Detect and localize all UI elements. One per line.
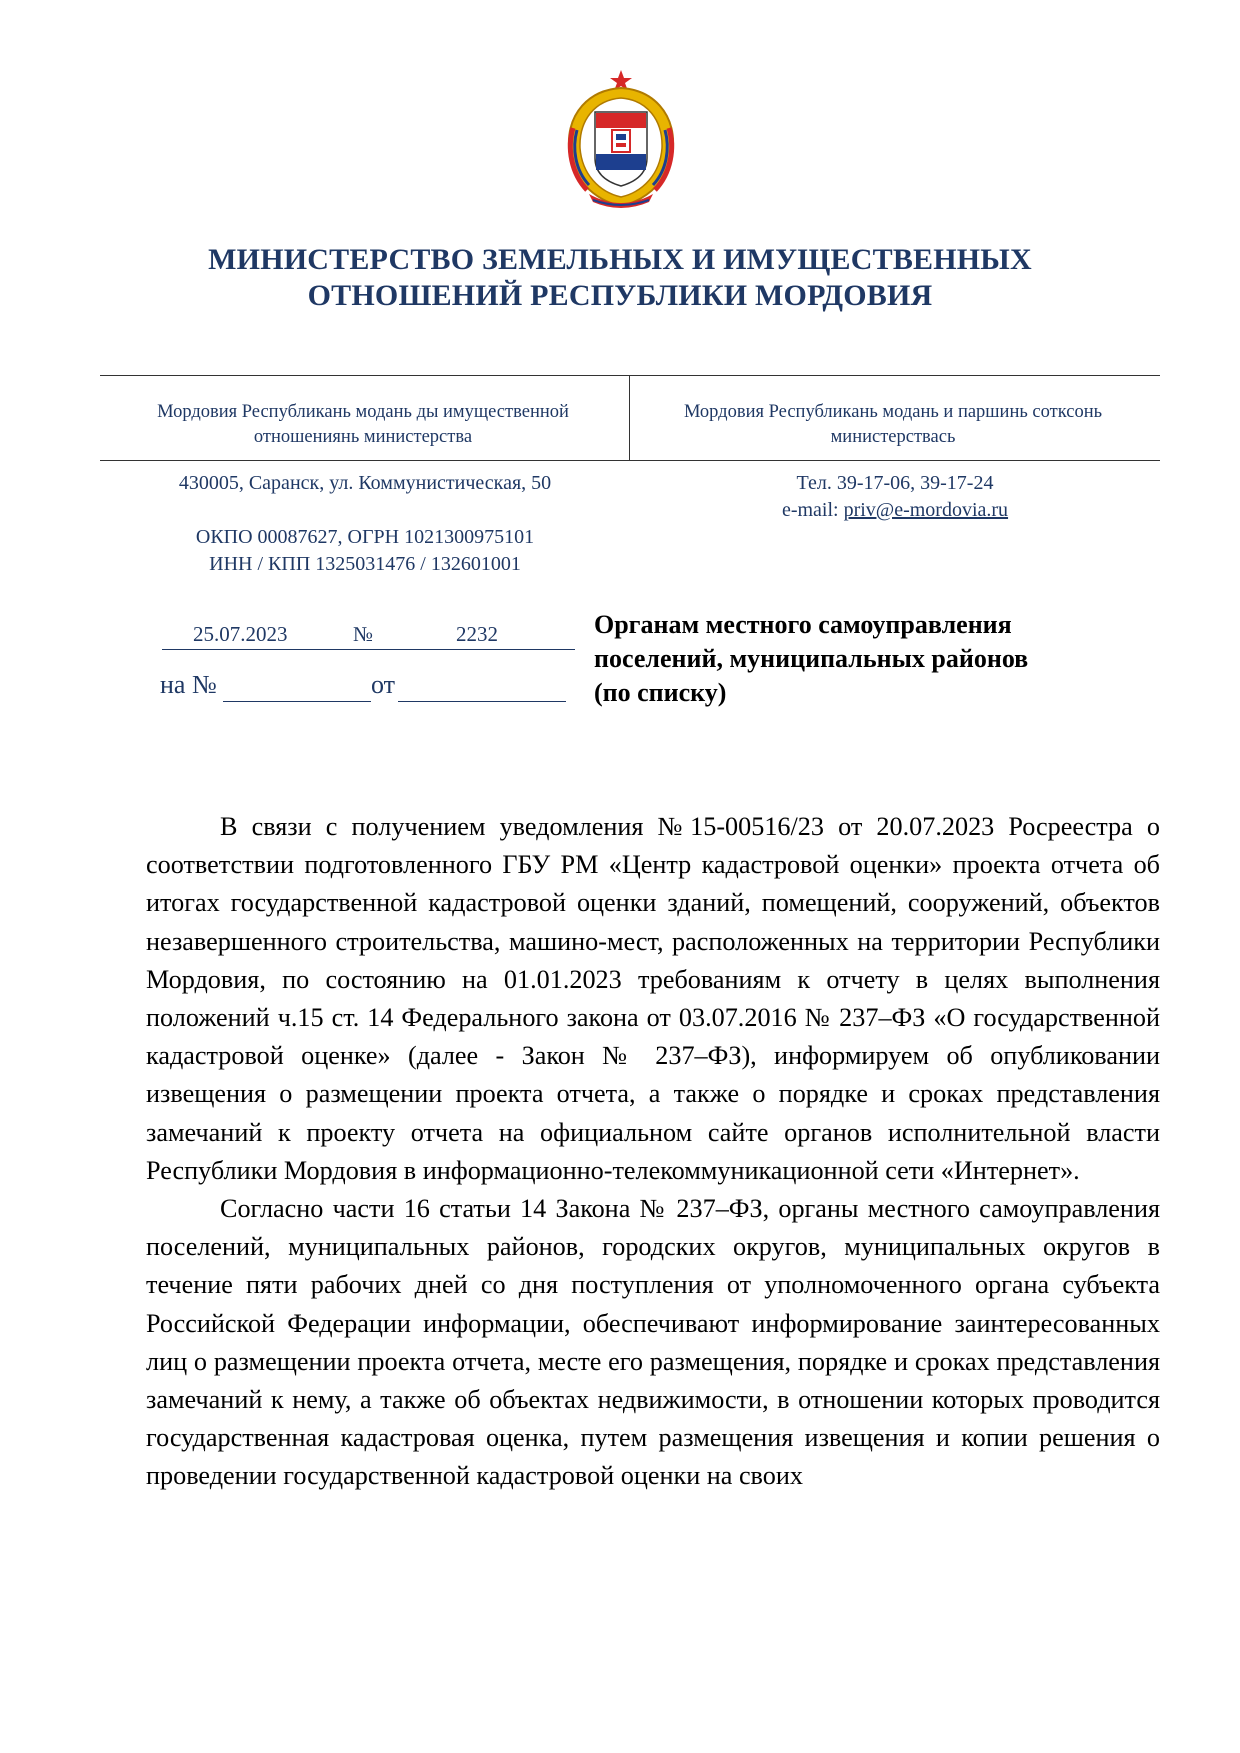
moksha-name-line-1: Мордовия Республикань модань ды имущественной <box>157 402 569 422</box>
body-paragraph-2: Согласно части 16 статьи 14 Закона № 237–ФЗ, органы местного самоуправления поселений, муниципальных районов, городских округов, муниципальных округов в течение пяти рабочих дней со дня поступления от уполномоченного органа субъекта Российской Федерации информации, обеспечивают информирование заинтересованных лиц о размещении проекта отчета, месте его размещения, порядке и сроках представления замечаний к нему, а также об объектах недвижимости, в отношении которых проводится государственная кадастровая оценка, путем размещения извещения и копии решения о проведении государственной кадастровой оценки на своих <box>146 1194 1160 1491</box>
header-bottom-rule <box>100 460 1160 461</box>
erzya-ministry-name <box>633 400 1153 450</box>
incoming-reference <box>160 670 575 704</box>
body-paragraph-1: В связи с получением уведомления №15-00516/23 от 20.07.2023 Росреестра о соответствии подготовленного ГБУ РМ «Центр кадастровой оценки» проекта отчета об итогах государственной кадастровой оценки зданий, помещений, сооружений, объектов незавершенного строительства, машино-мест, расположенных на территории Республики Мордовия, по состоянию на 01.01.2023 требованиям к отчету в целях выполнения положений ч.15 ст. 14 Федерального закона от 03.07.2016 № 237–ФЗ «О государственной кадастровой оценке» (далее - Закон № 237–ФЗ), информируем об опубликовании извещения о размещении проекта отчета, а также о порядке и сроках представления замечаний к проекту отчета на официальном сайте органов исполнительной власти Республики Мордовия в информационно-телекоммуникационной сети «Интернет». <box>146 812 1160 1185</box>
coat-of-arms-emblem <box>559 68 683 210</box>
erzya-name-line-1: Мордовия Республикань модань и паршинь сотксонь <box>683 402 1103 422</box>
registration-number: 2232 <box>456 622 498 646</box>
okpo-ogrn: ОКПО 00087627, ОГРН 1021300975101 <box>195 526 535 548</box>
reference-number-blank <box>223 701 371 702</box>
header-column-divider <box>629 375 630 461</box>
letter-body <box>146 808 1160 1496</box>
erzya-name-line-2: министерствась <box>830 427 956 447</box>
addressee-line-1: Органам местного самоуправления <box>594 610 1012 639</box>
postal-address: 430005, Саранск, ул. Коммунистическая, 50 <box>178 472 552 494</box>
ministry-title <box>130 242 1110 314</box>
registration-date: 25.07.2023 <box>193 622 288 646</box>
registration-underline <box>162 649 575 650</box>
addressee <box>594 608 1114 710</box>
moksha-name-line-2: отношениянь министерства <box>253 427 473 447</box>
email-label: e-mail: <box>781 499 844 521</box>
email-link[interactable]: priv@e-mordovia.ru <box>843 499 1009 521</box>
addressee-line-3: (по списку) <box>594 678 727 707</box>
reference-number-label: на № <box>160 670 217 699</box>
contacts-block <box>690 470 1100 524</box>
email-line <box>690 497 1100 524</box>
moksha-ministry-name <box>103 400 623 450</box>
address-block <box>130 470 600 497</box>
addressee-line-2: поселений, муниципальных районов <box>594 644 1029 673</box>
header-top-rule <box>100 375 1160 376</box>
reference-from-label: от <box>371 670 396 699</box>
ministry-title-line-2: ОТНОШЕНИЙ РЕСПУБЛИКИ МОРДОВИЯ <box>307 279 933 312</box>
inn-kpp: ИНН / КПП 1325031476 / 132601001 <box>209 553 521 575</box>
registration-number-label: № <box>353 622 374 646</box>
reference-date-blank <box>398 701 566 702</box>
ministry-title-line-1: МИНИСТЕРСТВО ЗЕМЕЛЬНЫХ И ИМУЩЕСТВЕННЫХ <box>208 243 1032 276</box>
registration-codes <box>130 524 600 578</box>
outgoing-registration <box>160 620 575 650</box>
phone: Тел. 39-17-06, 39-17-24 <box>796 472 994 494</box>
